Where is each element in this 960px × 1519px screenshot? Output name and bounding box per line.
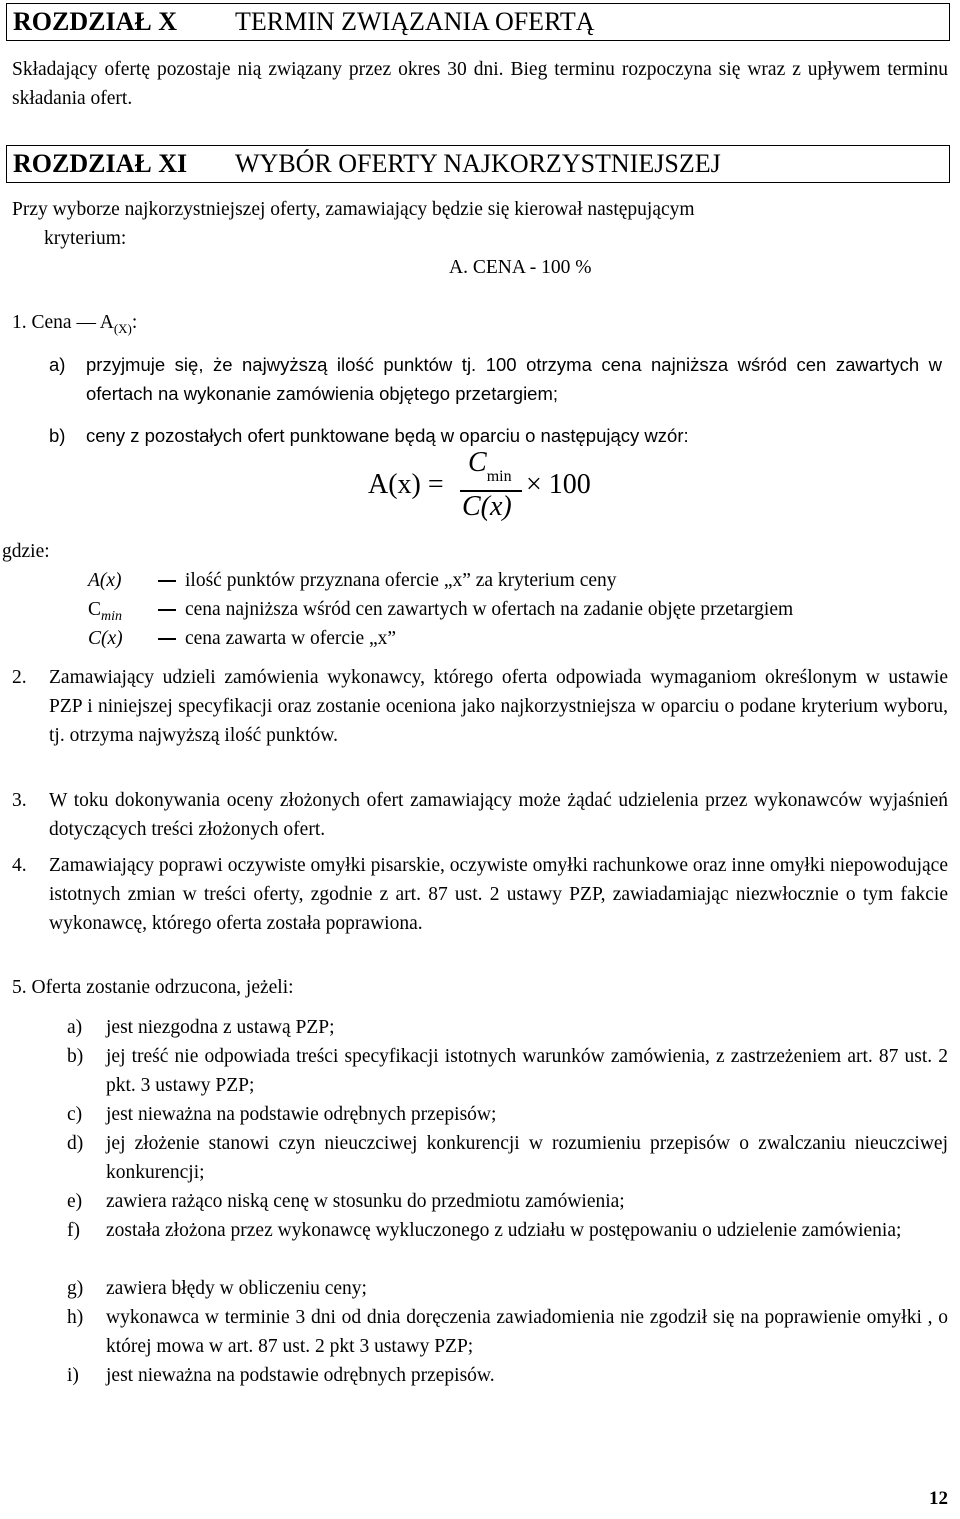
paragraph-5: 5. Oferta zostanie odrzucona, jeżeli: <box>12 977 294 998</box>
formula-times: × 100 <box>526 469 591 500</box>
definition-dash <box>158 609 176 611</box>
list-item-label: a) <box>67 1017 83 1038</box>
definition-symbol-main: C <box>88 599 102 620</box>
list-item-text: jest nieważna na podstawie odrębnych przepisów; <box>106 1104 497 1125</box>
list-item-label: f) <box>67 1220 80 1241</box>
paragraph-4-label: 4. <box>12 855 27 876</box>
definition-text: cena zawarta w ofercie „x” <box>185 628 397 649</box>
list-item-text: zawiera rażąco niską cenę w stosunku do przedmiotu zamówienia; <box>106 1191 625 1212</box>
section-11-header <box>6 145 950 183</box>
definitions-list <box>0 566 960 656</box>
definition-text: cena najniższa wśród cen zawartych w ofertach na zadanie objęte przetargiem <box>185 599 794 620</box>
paragraph-3-label: 3. <box>12 790 27 811</box>
definition-row <box>0 566 960 595</box>
where-label: gdzie: <box>2 541 50 562</box>
item-a-text: przyjmuje się, że najwyższą ilość punktów tj. 100 otrzyma cena najniższa wśród cen zawartych w ofertach na wykonanie zamówienia objętego przetargiem; <box>86 354 942 404</box>
definition-symbol <box>88 566 122 595</box>
item-1-prefix: 1. Cena — A <box>12 312 114 333</box>
list-item-text: jest niezgodna z ustawą PZP; <box>106 1017 335 1038</box>
item-1-sub: (X) <box>113 320 132 336</box>
list-item-label: h) <box>67 1307 84 1328</box>
list-item-text: została złożona przez wykonawcę wykluczonego z udziału w postępowaniu o udzielenie zamówienia; <box>106 1220 902 1241</box>
definition-symbol-sub: min <box>101 608 123 624</box>
definition-dash <box>158 638 176 640</box>
definition-symbol-main: C(x) <box>88 628 123 649</box>
list-item-label: c) <box>67 1104 83 1125</box>
formula-numerator <box>468 447 512 485</box>
list-item-text: jej treść nie odpowiada treści specyfikacji istotnych warunków zamówienia, z zastrzeżeniem art. 87 ust. 2 pkt. 3 ustawy PZP; <box>106 1046 948 1096</box>
list-item-label: b) <box>67 1046 84 1067</box>
paragraph-3-text: W toku dokonywania oceny złożonych ofert zamawiający może żądać udzielenia przez wykonawców wyjaśnień dotyczących treści złożonych ofert. <box>49 790 948 840</box>
criteria-intro-line2: kryterium: <box>44 228 127 249</box>
section-11-title: WYBÓR OFERTY NAJKORZYSTNIEJSZEJ <box>235 149 721 178</box>
list-item-text: zawiera błędy w obliczeniu ceny; <box>106 1278 367 1299</box>
paragraph-4-text: Zamawiający poprawi oczywiste omyłki pisarskie, oczywiste omyłki rachunkowe oraz inne omyłki niepowodujące istotnych zmian w treści oferty, zgodnie z art. 87 ust. 2 ustawy PZP, zawiadamiając niezwłocznie o tym fakcie wykonawcę, którego oferta została poprawiona. <box>49 855 948 934</box>
section-10-title: TERMIN ZWIĄZANIA OFERTĄ <box>235 7 595 36</box>
formula-num-sub: min <box>486 468 512 485</box>
definition-symbol-main: A(x) <box>88 570 122 591</box>
list-item-label: e) <box>67 1191 83 1212</box>
criterion-price: A. CENA - 100 % <box>449 257 592 278</box>
list-item-text: jej złożenie stanowi czyn nieuczciwej konkurencji w rozumieniu przepisów o zwalczaniu nieuczciwej konkurencji; <box>106 1133 948 1183</box>
paragraph-2-text: Zamawiający udzieli zamówienia wykonawcy, którego oferta odpowiada wymaganiom określonym w ustawie PZP i niniejszej specyfikacji oraz zostanie oceniona jako najkorzystniejsza w oparciu o podane kryterium wyboru, tj. otrzyma najwyższą ilość punktów. <box>49 667 948 746</box>
section-11-number: ROZDZIAŁ XI <box>13 149 188 178</box>
page-number: 12 <box>929 1488 948 1509</box>
section-10-header <box>6 3 950 41</box>
section-10-body: Składający ofertę pozostaje nią związany przez okres 30 dni. Bieg terminu rozpoczyna się wraz z upływem terminu składania ofert. <box>12 59 948 109</box>
list-item-label: d) <box>67 1133 84 1154</box>
item-a-label: a) <box>49 354 66 375</box>
definition-row <box>0 595 960 624</box>
definition-symbol <box>88 624 123 653</box>
item-1-heading <box>12 308 137 343</box>
formula-num-symbol: C <box>468 447 487 478</box>
paragraph-2-label: 2. <box>12 667 27 688</box>
list-item-label: i) <box>67 1365 79 1386</box>
criteria-intro-line1: Przy wyborze najkorzystniejszej oferty, zamawiający będzie się kierował następującym <box>12 199 695 220</box>
item-b-label: b) <box>49 425 66 446</box>
list-item-text: wykonawca w terminie 3 dni od dnia doręczenia zawiadomienia nie zgodził się na poprawienie omyłki , o której mowa w art. 87 ust. 2 pkt 3 ustawy PZP; <box>106 1307 948 1357</box>
formula-denominator: C(x) <box>462 491 512 522</box>
list-item-text: jest nieważna na podstawie odrębnych przepisów. <box>106 1365 495 1386</box>
item-b-text: ceny z pozostałych ofert punktowane będą w oparciu o następujący wzór: <box>86 425 689 446</box>
formula-lhs: A(x) = <box>368 469 444 500</box>
definition-dash <box>158 580 176 582</box>
price-formula <box>368 448 608 538</box>
rejection-list <box>0 1013 960 1393</box>
list-item-label: g) <box>67 1278 84 1299</box>
definition-row <box>0 624 960 653</box>
item-1-suffix: : <box>131 312 138 333</box>
definition-text: ilość punktów przyznana ofercie „x” za kryterium ceny <box>185 570 617 591</box>
section-10-number: ROZDZIAŁ X <box>13 7 177 36</box>
